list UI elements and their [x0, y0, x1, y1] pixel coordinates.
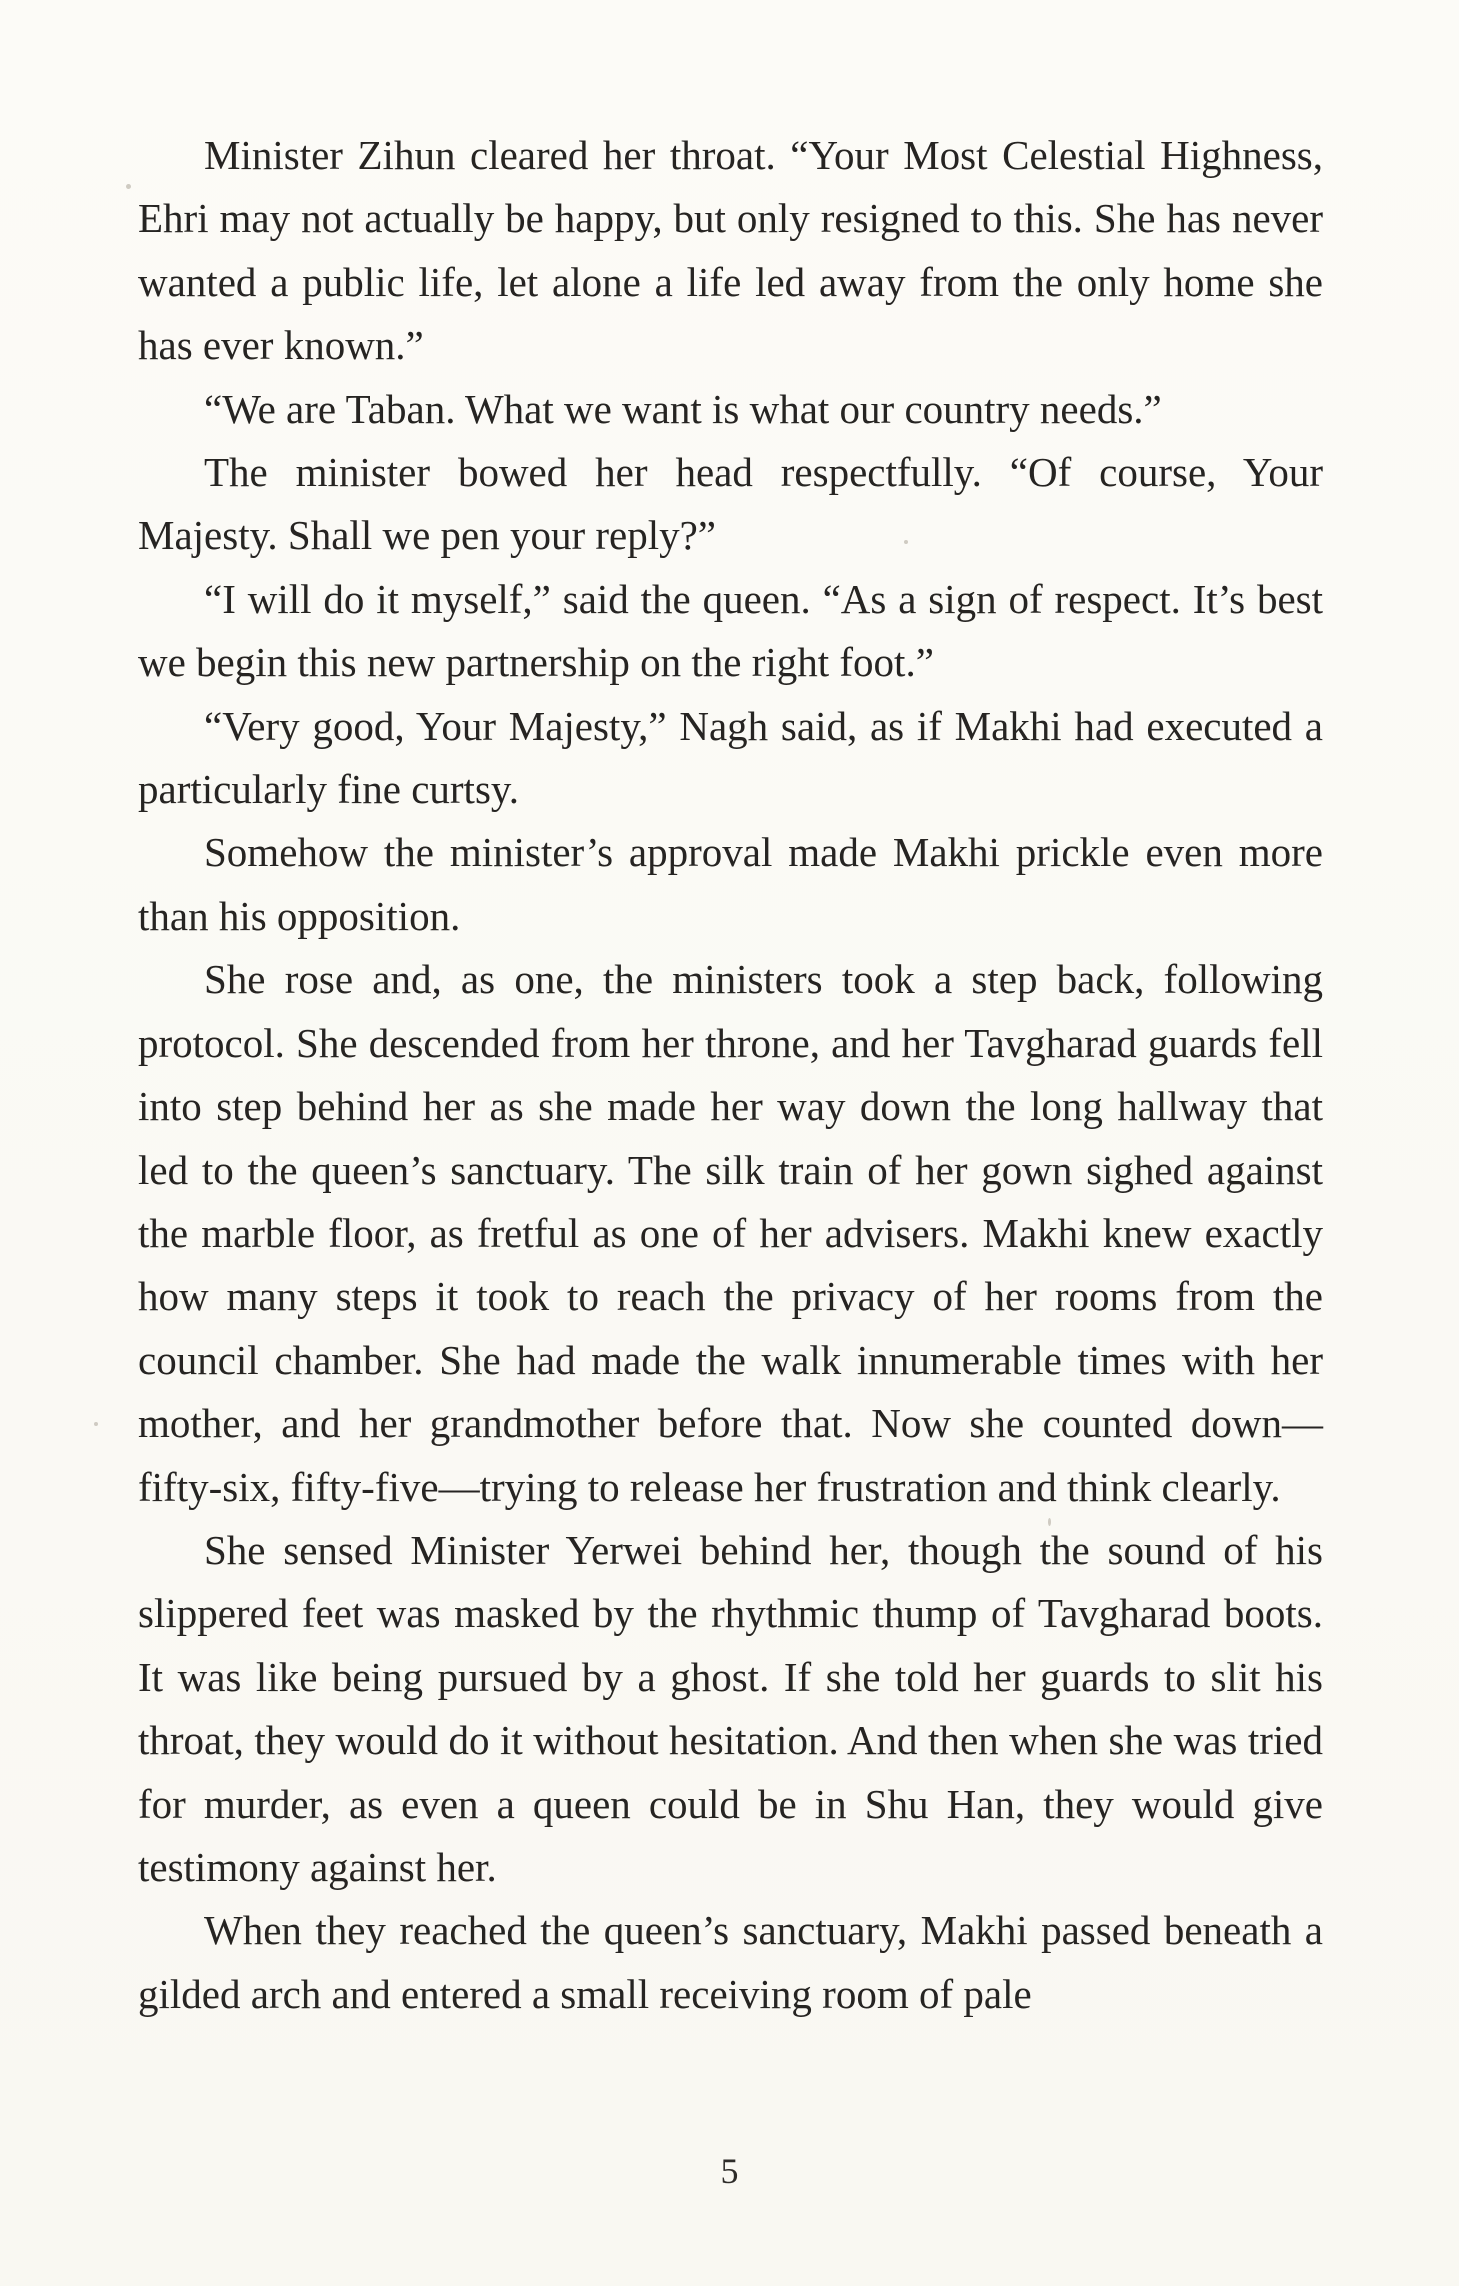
paragraph: “I will do it myself,” said the queen. “As a sign of respect. It’s best we begin this new partnership on the right foot.”: [138, 575, 1323, 686]
paragraph: Minister Zihun cleared her throat. “Your Most Celestial Highness, Ehri may not actually be happy, but only resigned to this. She has never wanted a public life, let alone a life led away from the only home she has ever known.”: [138, 132, 1323, 369]
page-number: 5: [720, 2151, 739, 2191]
paragraph: “Very good, Your Majesty,” Nagh said, as if Makhi had executed a particularly fine curtsy.: [138, 702, 1323, 813]
body-text: [138, 124, 1323, 2026]
paragraph: “We are Taban. What we want is what our country needs.”: [204, 385, 1162, 432]
paragraph: She sensed Minister Yerwei behind her, though the sound of his slippered feet was masked by the rhythmic thump of Tavgharad boots. It was like being pursued by a ghost. If she told her guards to slit his throat, they would do it without hesitation. And then when she was tried for murder, as even a queen could be in Shu Han, they would give testimony against her.: [138, 1526, 1323, 1890]
paper-speck: [94, 1422, 98, 1426]
paper-speck: [126, 184, 131, 189]
paragraph: She rose and, as one, the ministers took a step back, following protocol. She descended from her throne, and her Tavgharad guards fell into step behind her as she made her way down the long hallway that led to the queen’s sanctuary. The silk train of her gown sighed against the marble floor, as fretful as one of her advisers. Makhi knew exactly how many steps it took to reach the privacy of her rooms from the council chamber. She had made the walk innumerable times with her mother, and her grandmother before that. Now she counted down—fifty-six, fifty-five—trying to release her frustration and think clearly.: [138, 956, 1323, 1510]
paragraph: Somehow the minister’s approval made Makhi prickle even more than his opposition.: [138, 829, 1323, 939]
paragraph: When they reached the queen’s sanctuary, Makhi passed beneath a gilded arch and entered a small receiving room of pale: [138, 1907, 1323, 2017]
paragraph: The minister bowed her head respectfully. “Of course, Your Majesty. Shall we pen your reply?”: [138, 449, 1323, 559]
